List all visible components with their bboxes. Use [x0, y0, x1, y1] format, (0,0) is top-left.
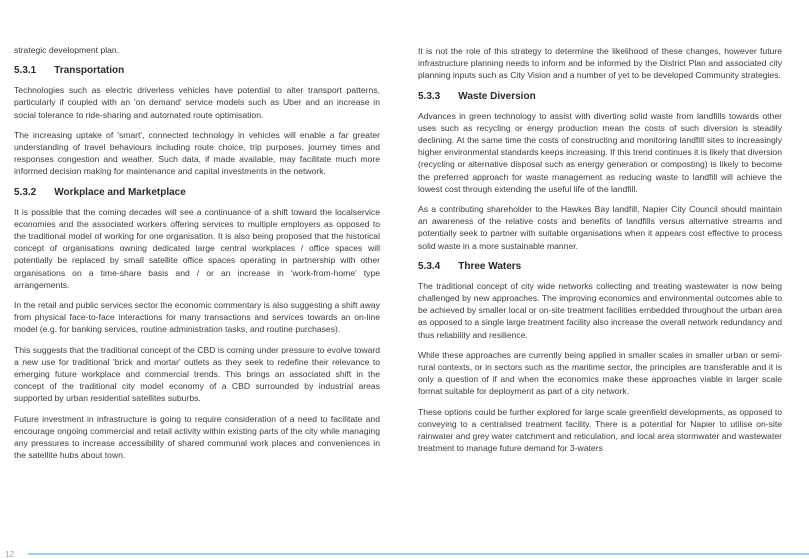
- section-number: 5.3.3: [418, 90, 441, 102]
- paragraph: It is possible that the coming decades will see a continuance of a shift toward the localservice economies and the associated workers offering services to multiple employers as opposed to the traditional model of working for one organisation. It is also being proposed that the historical concept of organisations owning dedicated large central workplaces / office spaces will potentially be replaced by small satellite office spaces operating in partnership with other organisations on a time-share basis and / or an increase in 'work-from-home' type arrangements.: [14, 206, 380, 290]
- section-title: Three Waters: [458, 260, 522, 272]
- section-number: 5.3.2: [14, 186, 37, 198]
- heading-transportation: [14, 65, 380, 77]
- paragraph: This suggests that the traditional concept of the CBD is coming under pressure to evolve toward a new use for traditional 'brick and mortar' outlets as they seek to redefine their relevance to emerging future workplace and commercial trends. This brings an associated shift in the concept of the traditional city model economy of a CBD surrounded by industrial areas supported by urban residential satellites suburbs.: [14, 344, 380, 404]
- heading-three-waters: [418, 261, 782, 273]
- section-title: Transportation: [54, 65, 125, 77]
- left-intro: strategic development plan.: [14, 45, 120, 55]
- section-number: 5.3.1: [14, 65, 37, 77]
- heading-workplace-marketplace: [14, 187, 380, 199]
- paragraph: Advances in green technology to assist with diverting solid waste from landfills towards other uses such as recycling or energy production mean the costs of such diversion is steadily declining. At the same time the costs of constructing and monitoring landfill sites to increasingly higher environmental standards keeps increasing. If this trend continues it is likely that diversion (recycling or alternative disposal such as energy generation or composting) is likely to become the preferred approach for waste management as reducing waste to landfill will achieve the lowest cost through extending the useful life of the landfill.: [418, 110, 782, 194]
- paragraph: Technologies such as electric driverless vehicles have potential to alter transport patterns, particularly if coupled with an 'on demand' service models such as Uber and an increase in social tolerance to ride-sharing and automated route optimisation.: [14, 85, 380, 120]
- paragraph: The increasing uptake of 'smart', connected technology in vehicles will enable a far greater understanding of travel behaviours including route choice, trip purposes, journey times and responses congestion and weather. Such data, if made available, may facilitate much more informed decision making for maintenance and capital investments in the network.: [14, 129, 380, 177]
- heading-waste-diversion: [418, 91, 782, 103]
- paragraph: Future investment in infrastructure is going to require consideration of a need to facilitate and encourage ongoing commercial and retail activity within existing parts of the city while managing any pressures to increase accessibility of shared communal work places and conveniences in the satellite hubs about town.: [14, 413, 380, 461]
- paragraph: The traditional concept of city wide networks collecting and treating wastewater is now being challenged by new approaches. The improving economics and environmental outcomes able to be achieved by smaller local or on-site treatment facilities embedded throughout the urban area as opposed to a single large treatment facility also increase the overall network redundancy and thus reliability and resilience.: [418, 280, 783, 340]
- paragraph: In the retail and public services sector the economic commentary is also suggesting a shift away from physical face-to-face interactions for many transactions and services towards an on-line model (e.g. for banking services, routine administration tasks, and routine purchases).: [14, 300, 380, 335]
- page-number: 12: [5, 550, 14, 559]
- paragraph: As a contributing shareholder to the Hawkes Bay landfill, Napier City Council should maintain an awareness of the relative costs and benefits of landfills versus alternative streams and potentially seek to partner with suitable organisations when it appears cost effective to process solid waste in a more sustainable manner.: [418, 204, 782, 251]
- left-column: [14, 44, 380, 469]
- section-title: Waste Diversion: [458, 90, 536, 102]
- section-number: 5.3.4: [418, 260, 441, 272]
- right-column: [418, 45, 782, 462]
- paragraph: These options could be further explored for large scale greenfield developments, as opposed to conveying to a centralised treatment facility. There is a potential for Napier to utilise on-site rainwater and grey water catchment and reticulation, and local area stormwater and wastewater treatment to manage future demand for 3-waters: [418, 406, 782, 454]
- right-intro: It is not the role of this strategy to determine the likelihood of these changes, however future infrastructure planning needs to inform and be informed by the District Plan and associated city planning inputs such as City Vision and a number of yet to be developed Community strategies.: [418, 46, 782, 81]
- footer-rule: [28, 553, 809, 555]
- section-title: Workplace and Marketplace: [54, 186, 186, 198]
- paragraph: While these approaches are currently being applied in smaller scales in smaller urban or semi-rural contexts, or in sectors such as the maritime sector, the principles are transferable and it is only a question of if and when the economics make these approaches viable in larger scale format suitable for deployment as part of a city network.: [418, 349, 782, 397]
